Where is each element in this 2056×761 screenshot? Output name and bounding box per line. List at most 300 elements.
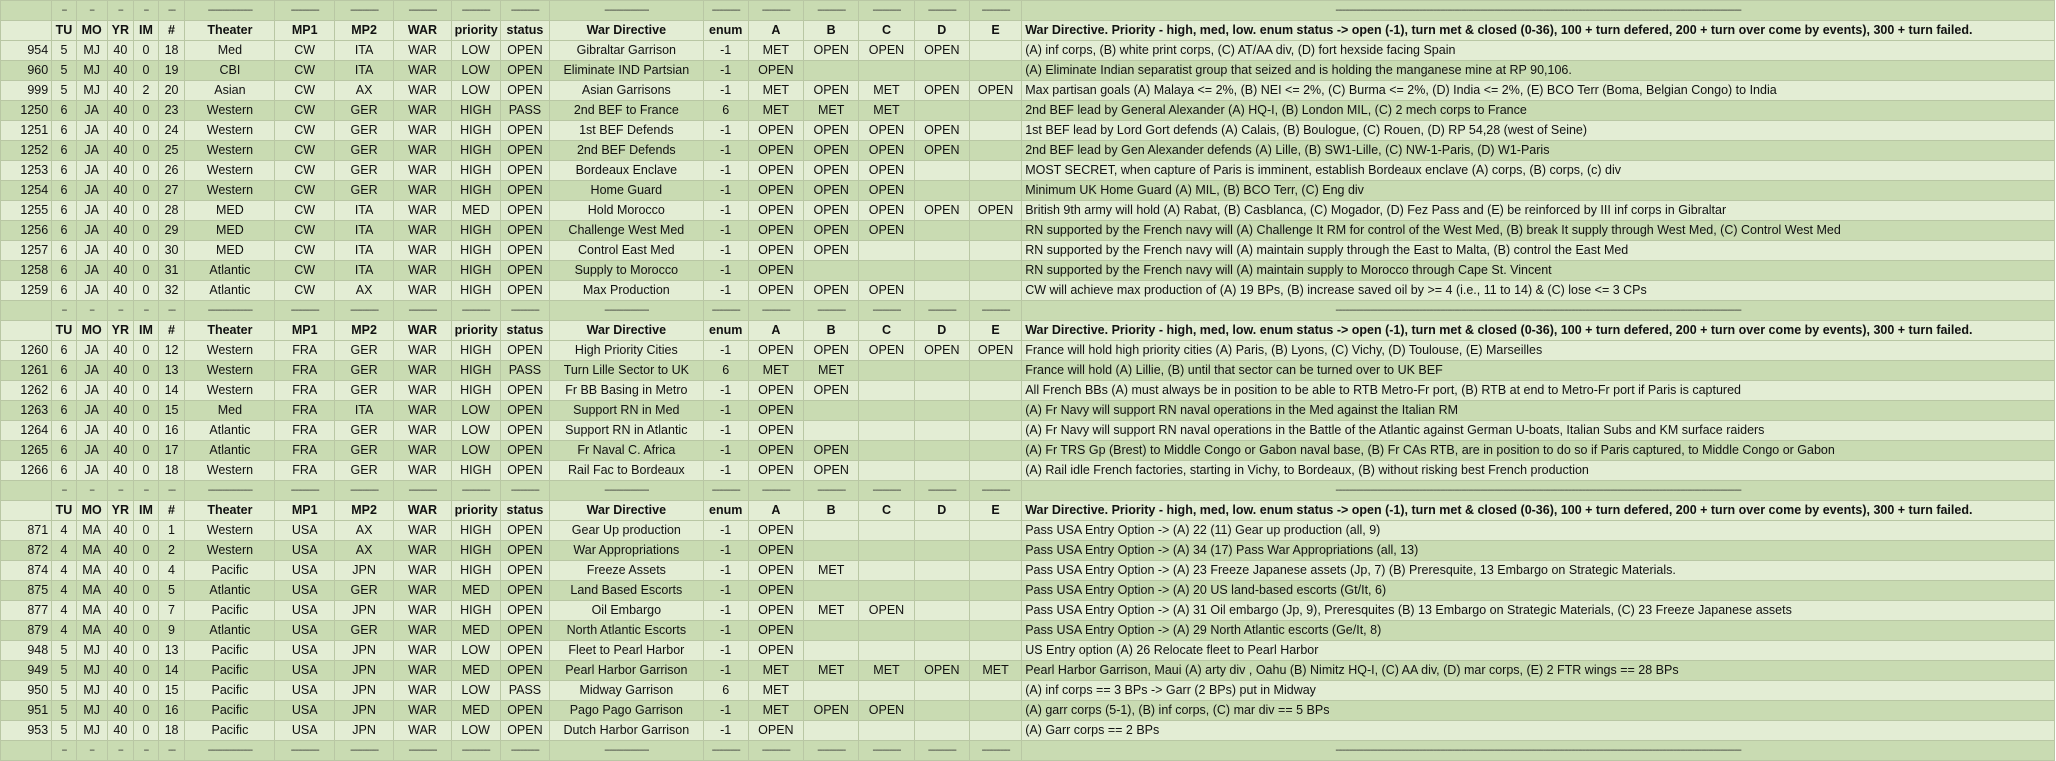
cell-b: OPEN (804, 441, 859, 461)
cell-theater: Western (185, 461, 275, 481)
cell-status: OPEN (500, 41, 549, 61)
cell-description: 2nd BEF lead by Gen Alexander defends (A) Lille, (B) SW1-Lille, (C) NW-1-Paris, (D) W1-Paris (1022, 141, 2055, 161)
cell-status: OPEN (500, 161, 549, 181)
cell-b: OPEN (804, 201, 859, 221)
cell-mo: JA (76, 241, 107, 261)
cell-im: 0 (134, 261, 159, 281)
cell-war: WAR (394, 601, 451, 621)
separator-row (1, 301, 2055, 321)
header-cell: TU (52, 321, 77, 341)
cell-e (969, 141, 1021, 161)
table-row (1, 441, 2055, 461)
separator-cell: ------------ (748, 1, 803, 21)
header-cell: MO (76, 21, 107, 41)
cell-enum: -1 (703, 421, 748, 441)
header-cell: MP2 (334, 501, 393, 521)
cell-d (914, 621, 969, 641)
cell-description: (A) garr corps (5-1), (B) inf corps, (C) mar div == 5 BPs (1022, 701, 2055, 721)
cell-directive: Supply to Morocco (550, 261, 704, 281)
header-row (1, 501, 2055, 521)
cell-description: (A) Fr TRS Gp (Brest) to Middle Congo or Gabon naval base, (B) Fr CAs RTB, are in position to do so if Paris captured, to Middle Congo or Gabon (1022, 441, 2055, 461)
cell-priority: HIGH (451, 141, 500, 161)
cell-war: WAR (394, 521, 451, 541)
cell-c (859, 61, 914, 81)
cell-tu: 6 (52, 201, 77, 221)
separator-cell: ------------ (969, 1, 1021, 21)
cell-directive: 2nd BEF to France (550, 101, 704, 121)
cell-theater: Pacific (185, 681, 275, 701)
header-cell: WAR (394, 21, 451, 41)
cell-mo: JA (76, 181, 107, 201)
cell-num: 20 (158, 81, 185, 101)
separator-cell: ------------ (500, 741, 549, 761)
row-id: 960 (1, 61, 52, 81)
cell-c: OPEN (859, 201, 914, 221)
row-id: 1259 (1, 281, 52, 301)
row-id: 874 (1, 561, 52, 581)
cell-enum: -1 (703, 601, 748, 621)
cell-theater: Med (185, 401, 275, 421)
cell-num: 17 (158, 441, 185, 461)
cell-tu: 4 (52, 581, 77, 601)
cell-status: OPEN (500, 121, 549, 141)
cell-tu: 6 (52, 441, 77, 461)
cell-c: OPEN (859, 181, 914, 201)
cell-mp1: CW (275, 161, 334, 181)
cell-theater: Western (185, 361, 275, 381)
cell-mp2: AX (334, 521, 393, 541)
header-cell-id (1, 501, 52, 521)
cell-num: 4 (158, 561, 185, 581)
cell-enum: -1 (703, 201, 748, 221)
cell-war: WAR (394, 681, 451, 701)
cell-b: OPEN (804, 181, 859, 201)
cell-mo: JA (76, 201, 107, 221)
cell-d (914, 221, 969, 241)
header-cell: enum (703, 21, 748, 41)
cell-tu: 5 (52, 641, 77, 661)
cell-mo: JA (76, 141, 107, 161)
separator-cell: -- (107, 741, 134, 761)
separator-cell: ------------ (275, 481, 334, 501)
cell-d (914, 681, 969, 701)
cell-theater: Pacific (185, 701, 275, 721)
cell-e (969, 261, 1021, 281)
cell-mo: JA (76, 221, 107, 241)
header-cell: # (158, 321, 185, 341)
cell-priority: LOW (451, 441, 500, 461)
cell-description: Pass USA Entry Option -> (A) 34 (17) Pass War Appropriations (all, 13) (1022, 541, 2055, 561)
cell-c: OPEN (859, 221, 914, 241)
cell-theater: Atlantic (185, 421, 275, 441)
cell-directive: Pago Pago Garrison (550, 701, 704, 721)
cell-a: OPEN (748, 181, 803, 201)
cell-e (969, 101, 1021, 121)
cell-description: Pass USA Entry Option -> (A) 20 US land-based escorts (Gt/It, 6) (1022, 581, 2055, 601)
separator-cell: ------------------------------------------------------------------------------------------------------------------------------------------------------------------------------ (1022, 741, 2055, 761)
cell-mp2: GER (334, 141, 393, 161)
header-cell: status (500, 321, 549, 341)
cell-d (914, 601, 969, 621)
cell-num: 1 (158, 521, 185, 541)
separator-cell: ------------ (500, 301, 549, 321)
cell-d: OPEN (914, 201, 969, 221)
separator-cell (1, 741, 52, 761)
cell-status: OPEN (500, 81, 549, 101)
header-cell: A (748, 21, 803, 41)
cell-e (969, 621, 1021, 641)
cell-e (969, 561, 1021, 581)
cell-mo: JA (76, 121, 107, 141)
cell-mo: MJ (76, 721, 107, 741)
header-cell: B (804, 501, 859, 521)
header-description: War Directive. Priority - high, med, low. enum status -> open (-1), turn met & closed (0-36), 100 + turn defered, 200 + turn over come by events), 300 + turn failed. (1022, 501, 2055, 521)
cell-war: WAR (394, 421, 451, 441)
cell-theater: Western (185, 101, 275, 121)
cell-a: MET (748, 361, 803, 381)
cell-theater: MED (185, 201, 275, 221)
cell-priority: LOW (451, 421, 500, 441)
cell-theater: Pacific (185, 721, 275, 741)
cell-tu: 5 (52, 721, 77, 741)
table-row (1, 681, 2055, 701)
separator-cell (1, 1, 52, 21)
cell-mp2: JPN (334, 721, 393, 741)
cell-im: 2 (134, 81, 159, 101)
table-row (1, 81, 2055, 101)
separator-cell: ------------ (914, 741, 969, 761)
header-cell: YR (107, 21, 134, 41)
cell-theater: Atlantic (185, 261, 275, 281)
cell-war: WAR (394, 161, 451, 181)
cell-mo: MJ (76, 701, 107, 721)
cell-num: 15 (158, 681, 185, 701)
cell-mo: MA (76, 521, 107, 541)
table-row (1, 661, 2055, 681)
cell-a: OPEN (748, 541, 803, 561)
cell-directive: Home Guard (550, 181, 704, 201)
cell-enum: -1 (703, 181, 748, 201)
cell-priority: MED (451, 701, 500, 721)
cell-status: OPEN (500, 201, 549, 221)
cell-enum: -1 (703, 401, 748, 421)
cell-enum: 6 (703, 361, 748, 381)
cell-a: OPEN (748, 461, 803, 481)
table-row (1, 181, 2055, 201)
cell-mo: MA (76, 601, 107, 621)
cell-a: OPEN (748, 421, 803, 441)
cell-e (969, 161, 1021, 181)
cell-priority: HIGH (451, 561, 500, 581)
cell-c: OPEN (859, 141, 914, 161)
separator-cell: ------------ (804, 481, 859, 501)
cell-mo: MJ (76, 81, 107, 101)
cell-mo: JA (76, 441, 107, 461)
cell-theater: Asian (185, 81, 275, 101)
cell-status: PASS (500, 101, 549, 121)
cell-status: OPEN (500, 141, 549, 161)
table-row (1, 401, 2055, 421)
cell-tu: 5 (52, 41, 77, 61)
separator-cell: ------------ (859, 1, 914, 21)
cell-priority: LOW (451, 721, 500, 741)
cell-b: MET (804, 661, 859, 681)
row-id: 954 (1, 41, 52, 61)
cell-yr: 40 (107, 601, 134, 621)
cell-a: OPEN (748, 121, 803, 141)
header-description: War Directive. Priority - high, med, low. enum status -> open (-1), turn met & closed (0-36), 100 + turn defered, 200 + turn over come by events), 300 + turn failed. (1022, 321, 2055, 341)
cell-num: 31 (158, 261, 185, 281)
cell-directive: Freeze Assets (550, 561, 704, 581)
cell-war: WAR (394, 721, 451, 741)
row-id: 1251 (1, 121, 52, 141)
separator-cell: ------------ (748, 741, 803, 761)
cell-directive: Rail Fac to Bordeaux (550, 461, 704, 481)
cell-mo: JA (76, 401, 107, 421)
cell-theater: Pacific (185, 661, 275, 681)
row-id: 950 (1, 681, 52, 701)
cell-yr: 40 (107, 121, 134, 141)
cell-a: MET (748, 681, 803, 701)
cell-war: WAR (394, 281, 451, 301)
cell-war: WAR (394, 621, 451, 641)
cell-im: 0 (134, 341, 159, 361)
cell-e (969, 721, 1021, 741)
cell-mo: MA (76, 621, 107, 641)
cell-num: 13 (158, 641, 185, 661)
cell-mp2: GER (334, 381, 393, 401)
cell-mo: JA (76, 261, 107, 281)
separator-cell: ------------ (703, 1, 748, 21)
separator-cell: ------------ (969, 481, 1021, 501)
cell-mo: JA (76, 281, 107, 301)
table-row (1, 621, 2055, 641)
cell-b (804, 641, 859, 661)
cell-tu: 6 (52, 141, 77, 161)
cell-mo: JA (76, 361, 107, 381)
table-row (1, 461, 2055, 481)
cell-enum: -1 (703, 521, 748, 541)
cell-mp1: USA (275, 641, 334, 661)
cell-e (969, 521, 1021, 541)
cell-c (859, 721, 914, 741)
cell-mp1: FRA (275, 381, 334, 401)
cell-tu: 4 (52, 541, 77, 561)
separator-cell: ------------ (334, 301, 393, 321)
table-row (1, 281, 2055, 301)
cell-im: 0 (134, 701, 159, 721)
cell-war: WAR (394, 241, 451, 261)
cell-a: OPEN (748, 201, 803, 221)
row-id: 1257 (1, 241, 52, 261)
cell-d: OPEN (914, 341, 969, 361)
separator-cell: -- (76, 481, 107, 501)
separator-cell: -- (107, 481, 134, 501)
header-cell: D (914, 21, 969, 41)
cell-im: 0 (134, 621, 159, 641)
header-cell: TU (52, 501, 77, 521)
row-id: 999 (1, 81, 52, 101)
cell-im: 0 (134, 221, 159, 241)
cell-priority: HIGH (451, 381, 500, 401)
separator-cell: ------------ (703, 481, 748, 501)
cell-mo: MA (76, 541, 107, 561)
cell-yr: 40 (107, 421, 134, 441)
cell-num: 15 (158, 401, 185, 421)
row-id: 1261 (1, 361, 52, 381)
cell-im: 0 (134, 41, 159, 61)
cell-description: RN supported by the French navy will (A) Challenge It RM for control of the West Med, (B) break It supply through West Med, (C) Control West Med (1022, 221, 2055, 241)
cell-b: MET (804, 601, 859, 621)
cell-yr: 40 (107, 161, 134, 181)
row-id: 948 (1, 641, 52, 661)
cell-directive: Asian Garrisons (550, 81, 704, 101)
header-cell: C (859, 501, 914, 521)
cell-im: 0 (134, 561, 159, 581)
cell-c (859, 441, 914, 461)
cell-c (859, 641, 914, 661)
separator-cell: -- (107, 1, 134, 21)
cell-mp1: CW (275, 181, 334, 201)
cell-mp1: FRA (275, 441, 334, 461)
separator-cell: ------------ (914, 1, 969, 21)
cell-status: OPEN (500, 661, 549, 681)
cell-a: MET (748, 81, 803, 101)
separator-cell: -- (52, 301, 77, 321)
cell-num: 7 (158, 601, 185, 621)
separator-cell: ------------ (394, 1, 451, 21)
separator-cell: ------------ (859, 481, 914, 501)
cell-tu: 6 (52, 401, 77, 421)
header-cell: Theater (185, 321, 275, 341)
cell-d (914, 261, 969, 281)
cell-num: 27 (158, 181, 185, 201)
cell-enum: -1 (703, 41, 748, 61)
cell-status: OPEN (500, 721, 549, 741)
header-cell: E (969, 321, 1021, 341)
cell-priority: HIGH (451, 181, 500, 201)
cell-mo: MA (76, 561, 107, 581)
cell-priority: MED (451, 621, 500, 641)
cell-d (914, 441, 969, 461)
header-cell: priority (451, 501, 500, 521)
cell-c: OPEN (859, 281, 914, 301)
cell-directive: Support RN in Atlantic (550, 421, 704, 441)
separator-cell: --- (158, 741, 185, 761)
cell-directive: Max Production (550, 281, 704, 301)
cell-a: OPEN (748, 141, 803, 161)
cell-c (859, 241, 914, 261)
cell-mp2: GER (334, 121, 393, 141)
cell-directive: Pearl Harbor Garrison (550, 661, 704, 681)
separator-cell: ------------ (451, 741, 500, 761)
cell-directive: 2nd BEF Defends (550, 141, 704, 161)
cell-mo: JA (76, 461, 107, 481)
table-row (1, 381, 2055, 401)
cell-yr: 40 (107, 381, 134, 401)
table-row (1, 41, 2055, 61)
header-cell: MP1 (275, 321, 334, 341)
separator-cell: --- (158, 301, 185, 321)
cell-description: 2nd BEF lead by General Alexander (A) HQ-I, (B) London MIL, (C) 2 mech corps to France (1022, 101, 2055, 121)
cell-a: OPEN (748, 601, 803, 621)
cell-enum: 6 (703, 681, 748, 701)
header-cell: B (804, 321, 859, 341)
cell-priority: HIGH (451, 241, 500, 261)
cell-mp1: USA (275, 521, 334, 541)
table-row (1, 641, 2055, 661)
cell-yr: 40 (107, 341, 134, 361)
cell-status: PASS (500, 361, 549, 381)
cell-mp2: ITA (334, 221, 393, 241)
header-cell: IM (134, 501, 159, 521)
cell-war: WAR (394, 461, 451, 481)
table-row (1, 521, 2055, 541)
cell-tu: 6 (52, 361, 77, 381)
cell-tu: 6 (52, 341, 77, 361)
separator-cell: ------------ (275, 1, 334, 21)
table-row (1, 581, 2055, 601)
cell-e (969, 421, 1021, 441)
cell-yr: 40 (107, 681, 134, 701)
cell-yr: 40 (107, 201, 134, 221)
cell-war: WAR (394, 381, 451, 401)
cell-im: 0 (134, 421, 159, 441)
header-cell: MP1 (275, 501, 334, 521)
cell-d (914, 381, 969, 401)
cell-mp1: CW (275, 81, 334, 101)
cell-war: WAR (394, 341, 451, 361)
cell-enum: -1 (703, 581, 748, 601)
row-id: 871 (1, 521, 52, 541)
cell-theater: MED (185, 241, 275, 261)
cell-e (969, 281, 1021, 301)
cell-a: OPEN (748, 341, 803, 361)
cell-tu: 4 (52, 621, 77, 641)
cell-num: 18 (158, 721, 185, 741)
separator-cell: ------------ (275, 741, 334, 761)
cell-directive: Bordeaux Enclave (550, 161, 704, 181)
cell-directive: High Priority Cities (550, 341, 704, 361)
header-cell: status (500, 21, 549, 41)
cell-num: 30 (158, 241, 185, 261)
cell-priority: MED (451, 661, 500, 681)
cell-im: 0 (134, 361, 159, 381)
cell-d (914, 161, 969, 181)
cell-mo: MJ (76, 641, 107, 661)
cell-a: OPEN (748, 441, 803, 461)
cell-yr: 40 (107, 561, 134, 581)
header-cell: MO (76, 501, 107, 521)
cell-description: RN supported by the French navy will (A) maintain supply through the East to Malta, (B) control the East Med (1022, 241, 2055, 261)
cell-im: 0 (134, 401, 159, 421)
cell-theater: Pacific (185, 561, 275, 581)
row-id: 1263 (1, 401, 52, 421)
cell-b: MET (804, 361, 859, 381)
cell-war: WAR (394, 181, 451, 201)
cell-enum: -1 (703, 621, 748, 641)
cell-directive: Control East Med (550, 241, 704, 261)
cell-d (914, 281, 969, 301)
cell-war: WAR (394, 701, 451, 721)
row-id: 949 (1, 661, 52, 681)
separator-cell: ------------ (500, 1, 549, 21)
cell-enum: -1 (703, 81, 748, 101)
cell-b (804, 521, 859, 541)
cell-directive: Fr Naval C. Africa (550, 441, 704, 461)
cell-d (914, 401, 969, 421)
cell-tu: 6 (52, 161, 77, 181)
